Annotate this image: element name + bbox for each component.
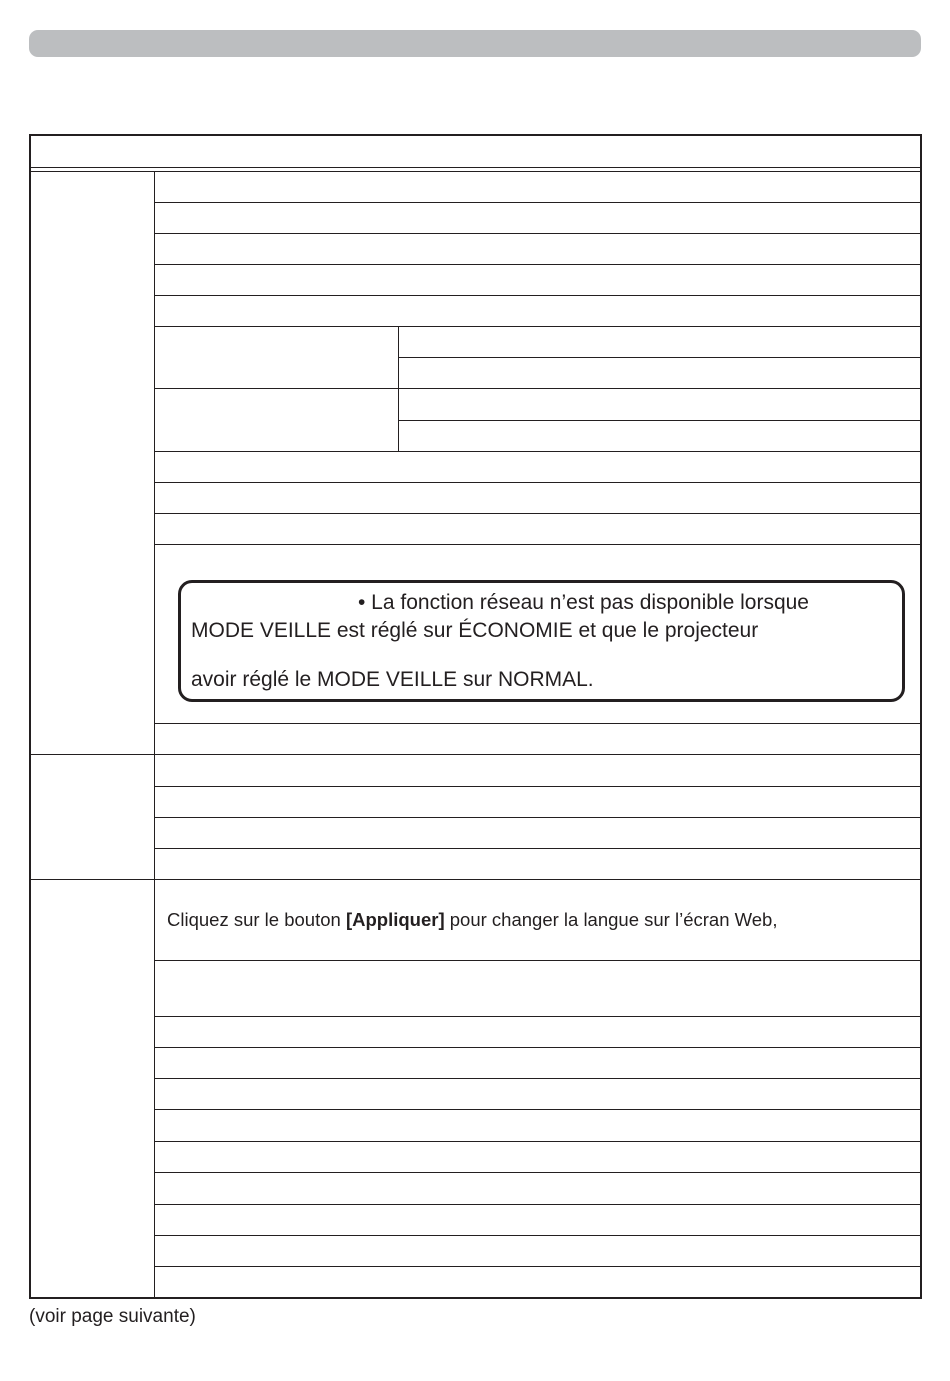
language-instruction [167, 909, 777, 931]
continued-note: (voir page suivante) [29, 1306, 196, 1327]
header-bar [29, 30, 921, 57]
language-text-before: Cliquez sur le bouton [167, 909, 346, 930]
note-line-2: MODE VEILLE est réglé sur ÉCONOMIE et que le projecteur [191, 619, 759, 642]
note-line-1: • La fonction réseau n’est pas disponible lorsque [358, 591, 809, 614]
note-line-3: avoir réglé le MODE VEILLE sur NORMAL. [191, 668, 594, 691]
settings-table [29, 134, 922, 1299]
language-text-after: pour changer la langue sur l’écran Web, [444, 909, 778, 930]
apply-button-label: [Appliquer] [345, 909, 445, 930]
